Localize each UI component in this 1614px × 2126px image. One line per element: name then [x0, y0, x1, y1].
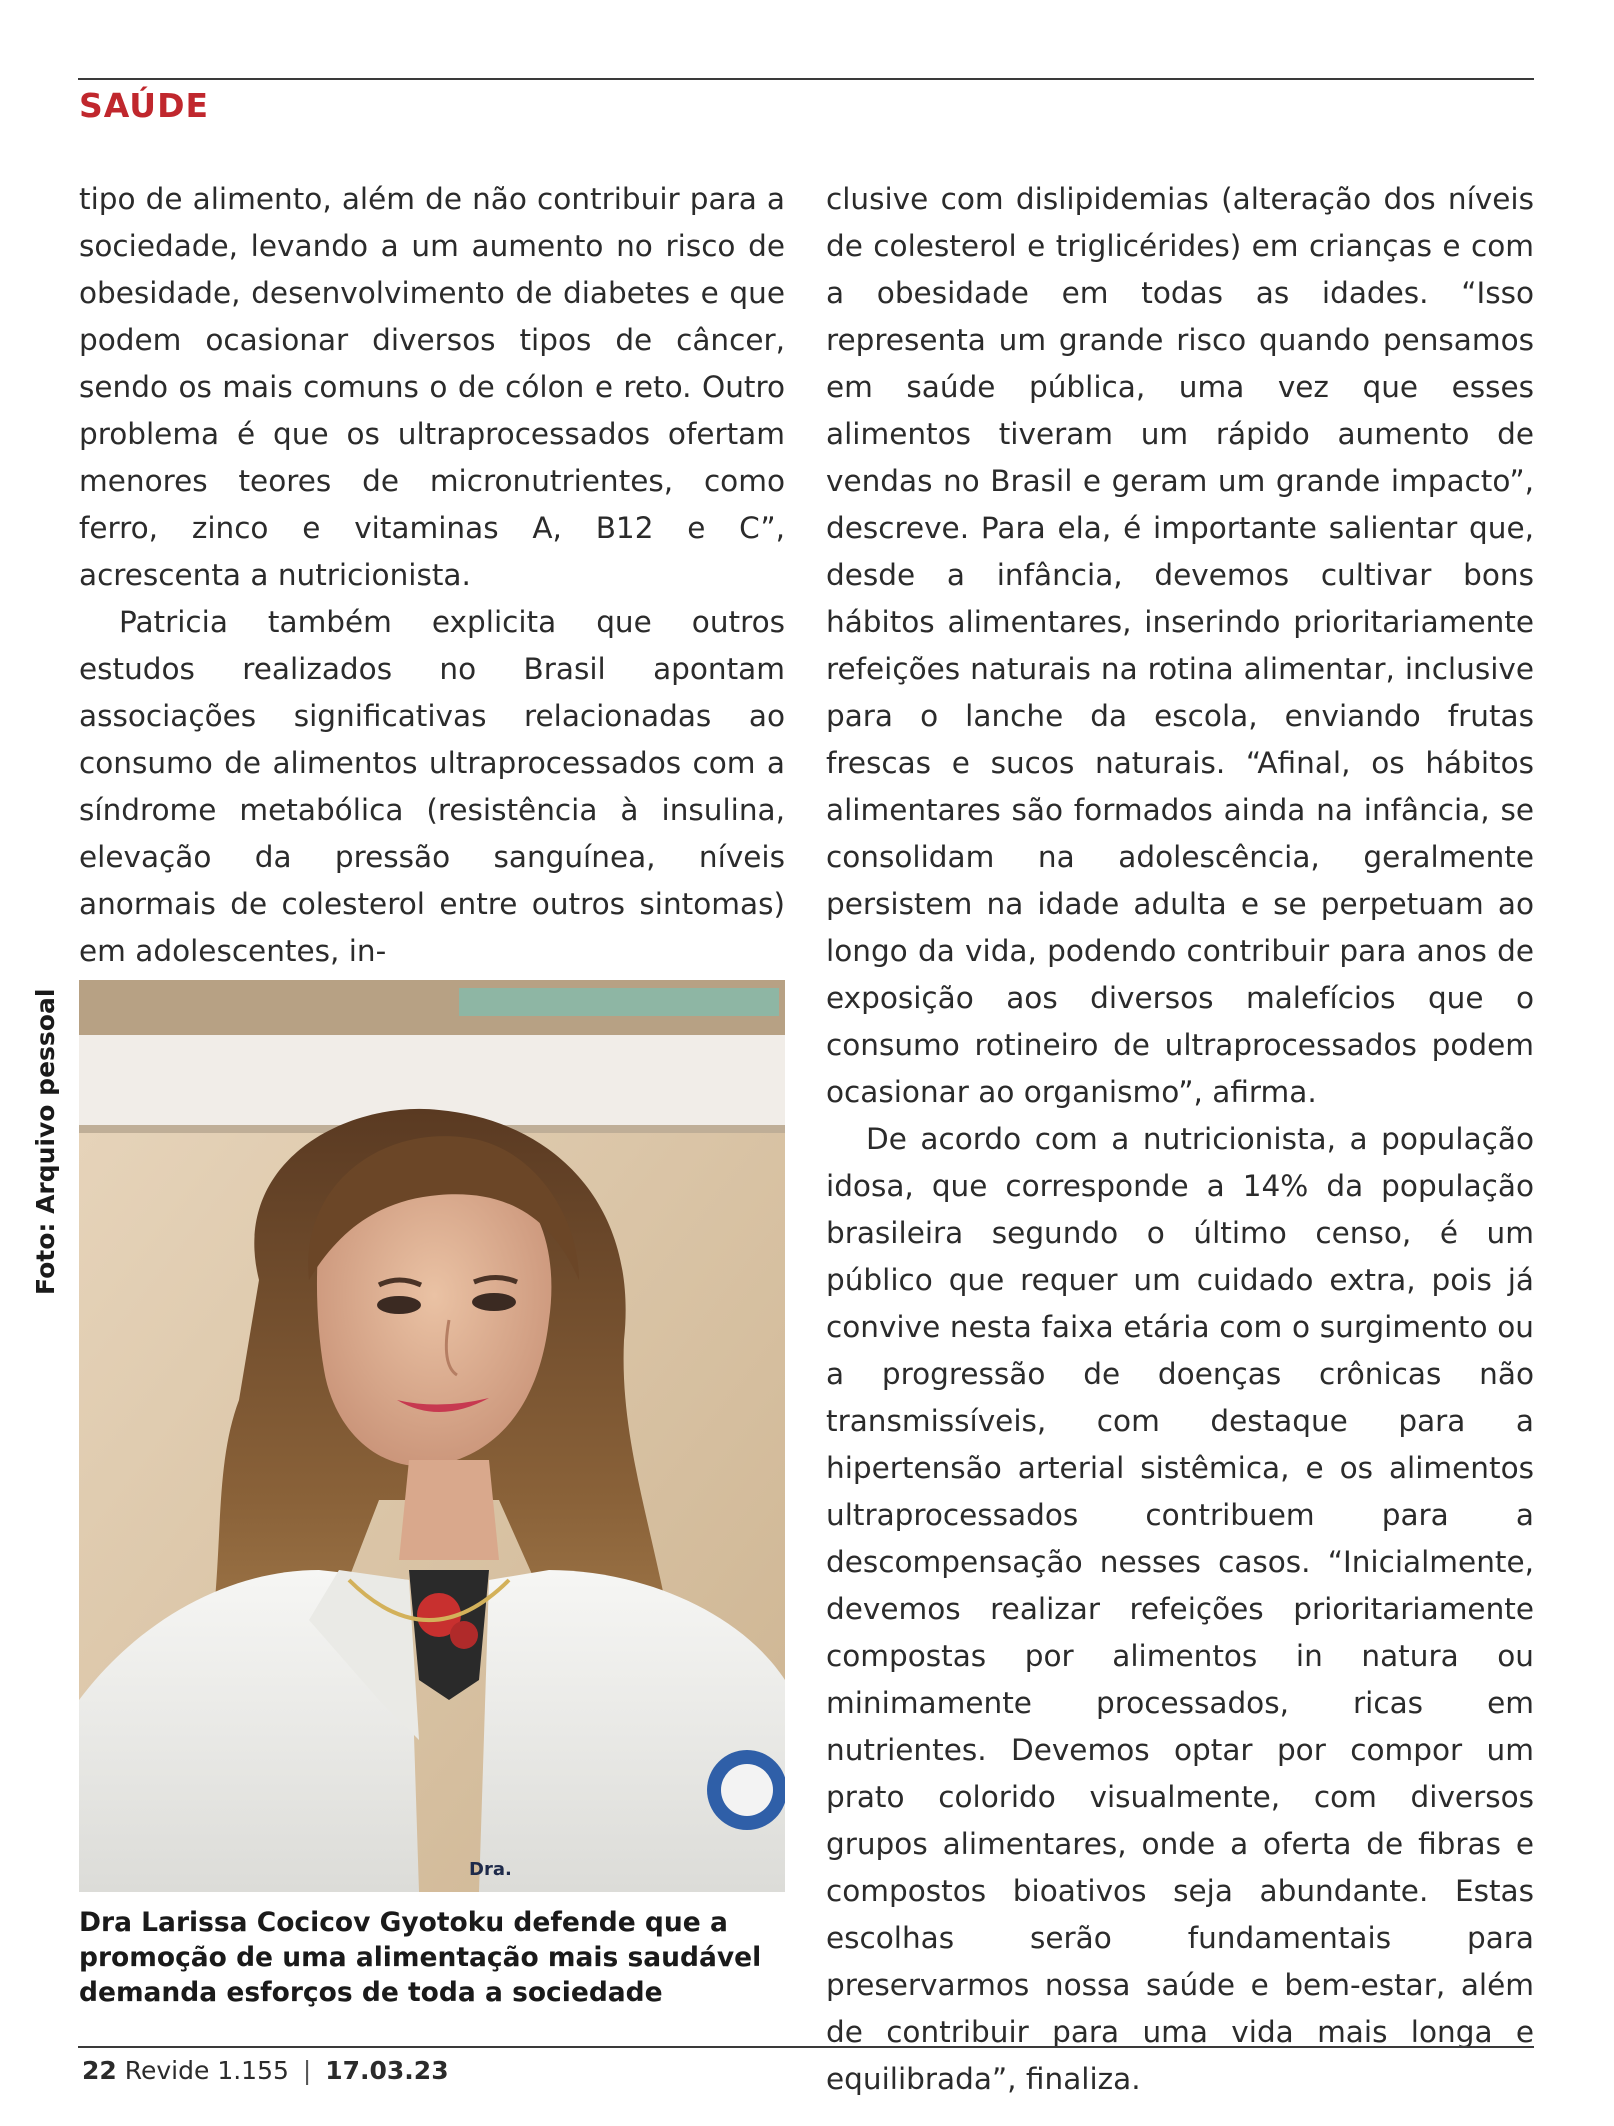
article-paragraph: Patricia também explicita que outros estudos realizados no Brasil apontam associações significativas relacionadas ao consumo de alimentos ultraprocessados com a síndrome metabólica (resistência à insulina, elevação da pressão sanguínea, níveis anormais de colesterol entre outros sintomas) em adolescentes, in-	[79, 605, 785, 968]
footer-separator: |	[302, 2056, 312, 2085]
page-number: 22	[82, 2056, 117, 2085]
section-title: SAÚDE	[79, 86, 210, 125]
publication-issue: Revide 1.155	[124, 2056, 289, 2085]
header-rule	[78, 78, 1534, 80]
article-paragraph: De acordo com a nutricionista, a população idosa, que corresponde a 14% da população brasileira segundo o último censo, é um público que requer um cuidado extra, pois já convive nesta faixa etária com o surgimento ou a progressão de doenças crônicas não transmissíveis, com destaque para a hipertensão arterial sistêmica, e os alimentos ultraprocessados contribuem para a descompensação nesses casos. “Inicialmente, devemos realizar refeições prioritariamente compostas por alimentos in natura ou minimamente processados, ricas em nutrientes. Devemos optar por compor um prato colorido visualmente, com diversos grupos alimentares, onde a oferta de fibras e compostos bioativos seja abundante. Estas escolhas serão fundamentais para preservarmos nossa saúde e bem-estar, além de contribuir para uma vida mais longa e equilibrada”, finaliza.	[826, 1122, 1534, 2096]
article-column-left	[79, 176, 785, 975]
photo-caption: Dra Larissa Cocicov Gyotoku defende que a promoção de uma alimentação mais saudável demanda esforços de toda a sociedade	[79, 1907, 762, 2008]
page-footer	[82, 2056, 449, 2085]
photo-credit: Foto: Arquivo pessoal	[31, 988, 60, 1295]
article-paragraph: tipo de alimento, além de não contribuir para a sociedade, levando a um aumento no risco de obesidade, desenvolvimento de diabetes e que podem ocasionar diversos tipos de câncer, sendo os mais comuns o de cólon e reto. Outro problema é que os ultraprocessados ofertam menores teores de micronutrientes, como ferro, zinco e vitaminas A, B12 e C”, acrescenta a nutricionista.	[79, 182, 785, 592]
article-paragraph: clusive com dislipidemias (alteração dos níveis de colesterol e triglicérides) em crianças e com a obesidade em todas as idades. “Isso representa um grande risco quando pensamos em saúde pública, uma vez que esses alimentos tiveram um rápido aumento de vendas no Brasil e geram um grande impacto”, descreve. Para ela, é importante salientar que, desde a infância, devemos cultivar bons hábitos alimentares, inserindo prioritariamente refeições naturais na rotina alimentar, inclusive para o lanche da escola, enviando frutas frescas e sucos naturais. “Afinal, os hábitos alimentares são formados ainda na infância, se consolidam na adolescência, geralmente persistem na idade adulta e se perpetuam ao longo da vida, podendo contribuir para anos de exposição aos diversos malefícios que o consumo rotineiro de ultraprocessados podem ocasionar ao organismo”, afirma.	[826, 182, 1534, 1109]
issue-date: 17.03.23	[325, 2056, 449, 2085]
coat-name-embroidery: Dra.	[469, 1859, 512, 1880]
article-column-right	[826, 176, 1534, 2103]
portrait-photo	[79, 980, 785, 1892]
footer-rule	[78, 2046, 1534, 2048]
